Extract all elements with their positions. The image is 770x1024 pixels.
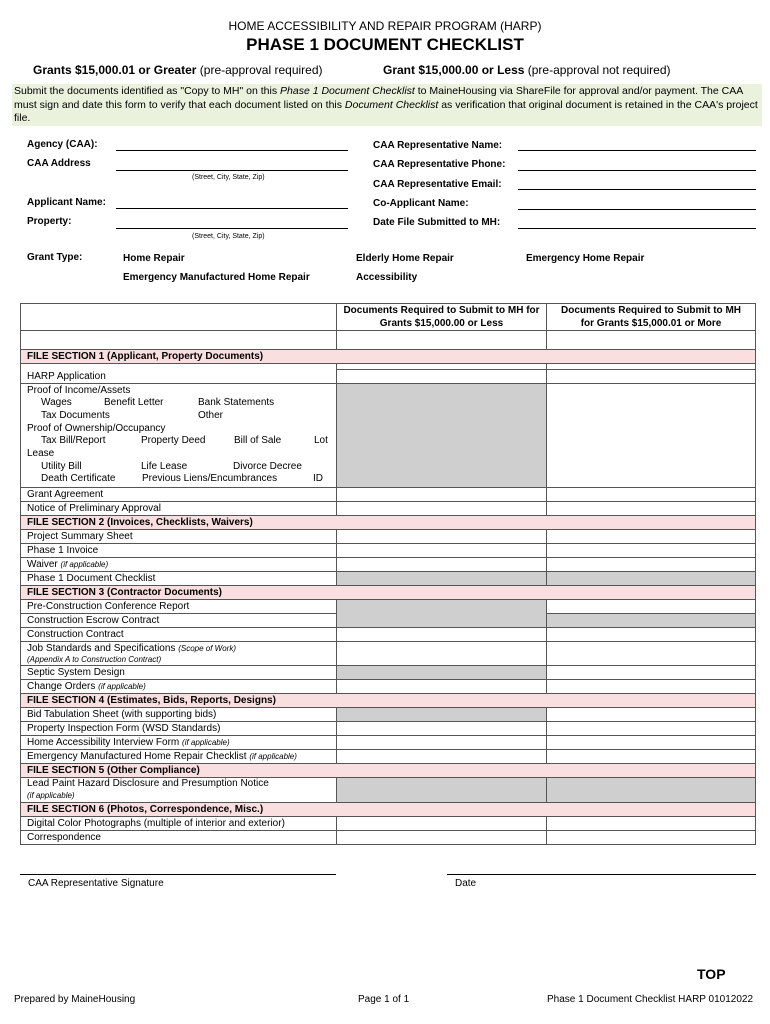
waiver-cell — [21, 558, 337, 572]
grant-right-rest: (pre-approval not required) — [524, 63, 671, 77]
document-checklist-table — [20, 303, 756, 845]
cell-more[interactable] — [547, 502, 756, 516]
section-row — [21, 516, 756, 530]
col-header-less: Documents Required to Submit to MH for Grants $15,000.00 or Less — [337, 304, 547, 331]
cell-less-grey — [337, 383, 547, 488]
cell-less[interactable] — [337, 628, 547, 642]
cell-more[interactable] — [547, 370, 756, 384]
cell-more[interactable] — [547, 722, 756, 736]
section-2-title: FILE SECTION 2 (Invoices, Checklists, Waivers) — [21, 516, 756, 530]
co-applicant-field[interactable] — [518, 209, 756, 210]
lead-paint-cell — [21, 778, 337, 803]
grant-option-elderly[interactable]: Elderly Home Repair — [356, 253, 454, 264]
rep-phone-field[interactable] — [518, 170, 756, 171]
cell-more[interactable] — [547, 817, 756, 831]
cell-less[interactable] — [337, 680, 547, 694]
scope-note: (Scope of Work) — [178, 644, 237, 654]
table-row — [21, 680, 756, 694]
septic: Septic System Design — [21, 666, 337, 680]
grant-left-rest: (pre-approval required) — [196, 63, 323, 77]
cell-more[interactable] — [547, 628, 756, 642]
opt-utility[interactable]: Utility Bill — [41, 460, 82, 472]
opt-bill-of-sale[interactable]: Bill of Sale — [234, 435, 282, 447]
opt-lease[interactable]: Lease — [27, 448, 55, 460]
opt-deed[interactable]: Property Deed — [141, 435, 206, 447]
cell-more[interactable] — [547, 488, 756, 502]
cell-less[interactable] — [337, 817, 547, 831]
change-orders: Change Orders — [27, 681, 99, 693]
header-blank — [21, 304, 337, 331]
section-row — [21, 764, 756, 778]
cell-less[interactable] — [337, 488, 547, 502]
ownership-options-2 — [27, 461, 330, 474]
table-row — [21, 383, 756, 488]
income-options — [27, 397, 330, 410]
bid-tabulation: Bid Tabulation Sheet (with supporting bids) — [21, 708, 337, 722]
photos: Digital Color Photographs (multiple of interior and exterior) — [21, 817, 337, 831]
date-label: Date — [455, 878, 477, 889]
table-row — [21, 530, 756, 544]
emergency-cl-cell — [21, 750, 337, 764]
emergency-note: (if applicable) — [249, 752, 297, 762]
instructions-italic-1: Phase 1 Document Checklist — [280, 85, 415, 97]
cell-more-grey — [547, 572, 756, 586]
signature-line[interactable] — [20, 874, 336, 875]
proof-income: Proof of Income/Assets — [27, 384, 131, 396]
cell-less[interactable] — [337, 722, 547, 736]
instructions-text-3: as verification that original document is retained in the CAA's project file. — [14, 98, 758, 124]
opt-life-lease[interactable]: Life Lease — [141, 460, 188, 472]
cell-less-grey — [337, 572, 547, 586]
cell-less-grey — [337, 666, 547, 680]
form-id: Phase 1 Document Checklist HARP 01012022 — [547, 994, 754, 1005]
income-options-2 — [27, 410, 330, 423]
change-note: (if applicable) — [98, 682, 146, 692]
table-row — [21, 572, 756, 586]
section-3-title: FILE SECTION 3 (Contractor Documents) — [21, 586, 756, 600]
instructions-text-1: Submit the documents identified as "Copy to MH" on this — [14, 85, 281, 97]
page-number: Page 1 of 1 — [358, 994, 410, 1005]
grant-option-emergency[interactable]: Emergency Home Repair — [526, 253, 645, 264]
interview-note: (if applicable) — [182, 738, 230, 748]
opt-other[interactable]: Other — [198, 409, 224, 421]
rep-email-label: CAA Representative Email: — [373, 179, 502, 190]
table-row — [21, 558, 756, 572]
cell-more[interactable] — [547, 736, 756, 750]
applicant-field[interactable] — [116, 208, 348, 209]
caa-address-label: CAA Address — [27, 158, 91, 169]
ownership-options — [27, 435, 330, 448]
cell-more[interactable] — [547, 642, 756, 666]
phase1-invoice: Phase 1 Invoice — [21, 544, 337, 558]
spacer-row — [21, 331, 756, 350]
table-row — [21, 831, 756, 845]
cell-less[interactable] — [337, 544, 547, 558]
section-6-title: FILE SECTION 6 (Photos, Correspondence, Misc.) — [21, 803, 756, 817]
opt-lot[interactable]: Lot — [314, 435, 328, 447]
cell-more[interactable] — [547, 544, 756, 558]
opt-wages[interactable]: Wages — [41, 397, 72, 409]
phase1-checklist: Phase 1 Document Checklist — [21, 572, 337, 586]
opt-death[interactable]: Death Certificate — [41, 473, 116, 485]
applicant-label: Applicant Name: — [27, 197, 106, 208]
opt-benefit[interactable]: Benefit Letter — [104, 397, 164, 409]
table-row — [21, 736, 756, 750]
opt-liens[interactable]: Previous Liens/Encumbrances — [142, 473, 278, 485]
table-row — [21, 817, 756, 831]
job-standards-cell — [21, 642, 337, 666]
construction-contract: Construction Contract — [21, 628, 337, 642]
cell-more[interactable] — [547, 708, 756, 722]
date-submitted-field[interactable] — [518, 228, 756, 229]
table-row — [21, 370, 756, 384]
signature-label: CAA Representative Signature — [28, 878, 164, 889]
cell-more[interactable] — [547, 831, 756, 845]
date-line[interactable] — [447, 874, 756, 875]
property-hint: (Street, City, State, Zip) — [192, 233, 265, 240]
lead-paint: Lead Paint Hazard Disclosure and Presumption Notice — [27, 778, 269, 790]
grant-threshold-left — [33, 63, 323, 77]
rep-name-field[interactable] — [518, 150, 756, 151]
notice-prelim: Notice of Preliminary Approval — [21, 502, 337, 516]
cell-less-grey — [337, 708, 547, 722]
appendix-note: (Appendix A to Construction Contract) — [27, 655, 162, 665]
col-header-more: Documents Required to Submit to MH for Grants $15,000.01 or More — [547, 304, 756, 331]
table-row — [21, 750, 756, 764]
grant-left-bold: Grants $15,000.01 or Greater — [33, 63, 197, 77]
table-row — [21, 666, 756, 680]
agency-field[interactable] — [116, 150, 348, 151]
ownership-options-3 — [27, 473, 330, 486]
grant-option-accessibility[interactable]: Accessibility — [356, 272, 418, 283]
table-row — [21, 642, 756, 666]
opt-tax-docs[interactable]: Tax Documents — [41, 409, 110, 421]
instructions-italic-2: Document Checklist — [344, 98, 439, 111]
caa-address-field[interactable] — [116, 170, 348, 171]
table-header — [21, 304, 756, 331]
cell-less[interactable] — [337, 530, 547, 544]
cell-more[interactable] — [547, 383, 756, 488]
job-standards: Job Standards and Specifications — [27, 643, 179, 655]
section-row — [21, 586, 756, 600]
date-submitted-label: Date File Submitted to MH: — [373, 217, 501, 228]
cell-more[interactable] — [547, 530, 756, 544]
waiver-note: (if applicable) — [60, 560, 109, 570]
cell-less[interactable] — [337, 502, 547, 516]
grant-type-label: Grant Type: — [27, 252, 83, 263]
cell-less[interactable] — [337, 558, 547, 572]
page-title: PHASE 1 DOCUMENT CHECKLIST — [246, 35, 524, 54]
property-field[interactable] — [116, 228, 348, 229]
cell-less-grey — [337, 778, 547, 803]
change-orders-cell — [21, 680, 337, 694]
prepared-by: Prepared by MaineHousing — [14, 994, 136, 1005]
table-row — [21, 600, 756, 614]
table-row — [21, 708, 756, 722]
correspondence: Correspondence — [21, 831, 337, 845]
cell-less[interactable] — [337, 370, 547, 384]
property-label: Property: — [27, 216, 72, 227]
cell-more-grey — [547, 614, 756, 628]
harp-application: HARP Application — [21, 370, 337, 384]
proof-docs-cell — [21, 383, 337, 488]
co-applicant-label: Co-Applicant Name: — [373, 198, 469, 209]
interview-form: Home Accessibility Interview Form — [27, 737, 183, 749]
grant-agreement: Grant Agreement — [21, 488, 337, 502]
opt-divorce[interactable]: Divorce Decree — [233, 460, 302, 472]
table-row — [21, 544, 756, 558]
cell-more[interactable] — [547, 750, 756, 764]
grant-option-home-repair[interactable]: Home Repair — [123, 253, 185, 264]
table-row — [21, 502, 756, 516]
top-link[interactable]: TOP — [697, 966, 726, 982]
rep-name-label: CAA Representative Name: — [373, 140, 503, 151]
escrow: Construction Escrow Contract — [21, 614, 337, 628]
cell-more-grey — [547, 778, 756, 803]
instructions-text-2: to MaineHousing via ShareFile for approval and/or payment. The CAA must sign and date this form to verify that each document listed on this — [14, 85, 743, 111]
cell-more[interactable] — [547, 680, 756, 694]
cell-more[interactable] — [547, 666, 756, 680]
program-name: HOME ACCESSIBILITY AND REPAIR PROGRAM (HARP) — [228, 19, 542, 33]
section-row — [21, 694, 756, 708]
section-row — [21, 350, 756, 364]
table-row — [21, 722, 756, 736]
grant-option-manufactured[interactable]: Emergency Manufactured Home Repair — [123, 272, 310, 283]
section-row — [21, 803, 756, 817]
instructions — [12, 84, 762, 126]
table-row — [21, 628, 756, 642]
grant-threshold-right — [383, 63, 671, 77]
waiver: Waiver — [27, 559, 61, 571]
agency-label: Agency (CAA): — [27, 139, 98, 150]
grant-right-bold: Grant $15,000.00 or Less — [383, 63, 525, 77]
opt-id[interactable]: ID — [313, 473, 323, 485]
proof-ownership: Proof of Ownership/Occupancy — [27, 422, 166, 434]
inspection-form: Property Inspection Form (WSD Standards) — [21, 722, 337, 736]
opt-bank[interactable]: Bank Statements — [198, 397, 275, 409]
section-1-title: FILE SECTION 1 (Applicant, Property Documents) — [21, 350, 756, 364]
table-row — [21, 488, 756, 502]
address-hint: (Street, City, State, Zip) — [192, 174, 265, 181]
cell-more[interactable] — [547, 600, 756, 614]
project-summary: Project Summary Sheet — [21, 530, 337, 544]
cell-more[interactable] — [547, 558, 756, 572]
cell-less[interactable] — [337, 831, 547, 845]
preconstruction: Pre-Construction Conference Report — [21, 600, 337, 614]
emergency-checklist: Emergency Manufactured Home Repair Checklist — [27, 751, 250, 763]
section-4-title: FILE SECTION 4 (Estimates, Bids, Reports, Designs) — [21, 694, 756, 708]
section-5-title: FILE SECTION 5 (Other Compliance) — [21, 764, 756, 778]
cell-less[interactable] — [337, 642, 547, 666]
rep-email-field[interactable] — [518, 189, 756, 190]
cell-less-grey — [337, 600, 547, 628]
cell-less[interactable] — [337, 750, 547, 764]
table-row — [21, 778, 756, 803]
interview-cell — [21, 736, 337, 750]
opt-tax-bill[interactable]: Tax Bill/Report — [41, 435, 106, 447]
rep-phone-label: CAA Representative Phone: — [373, 159, 506, 170]
lead-note: (if applicable) — [27, 791, 75, 801]
cell-less[interactable] — [337, 736, 547, 750]
